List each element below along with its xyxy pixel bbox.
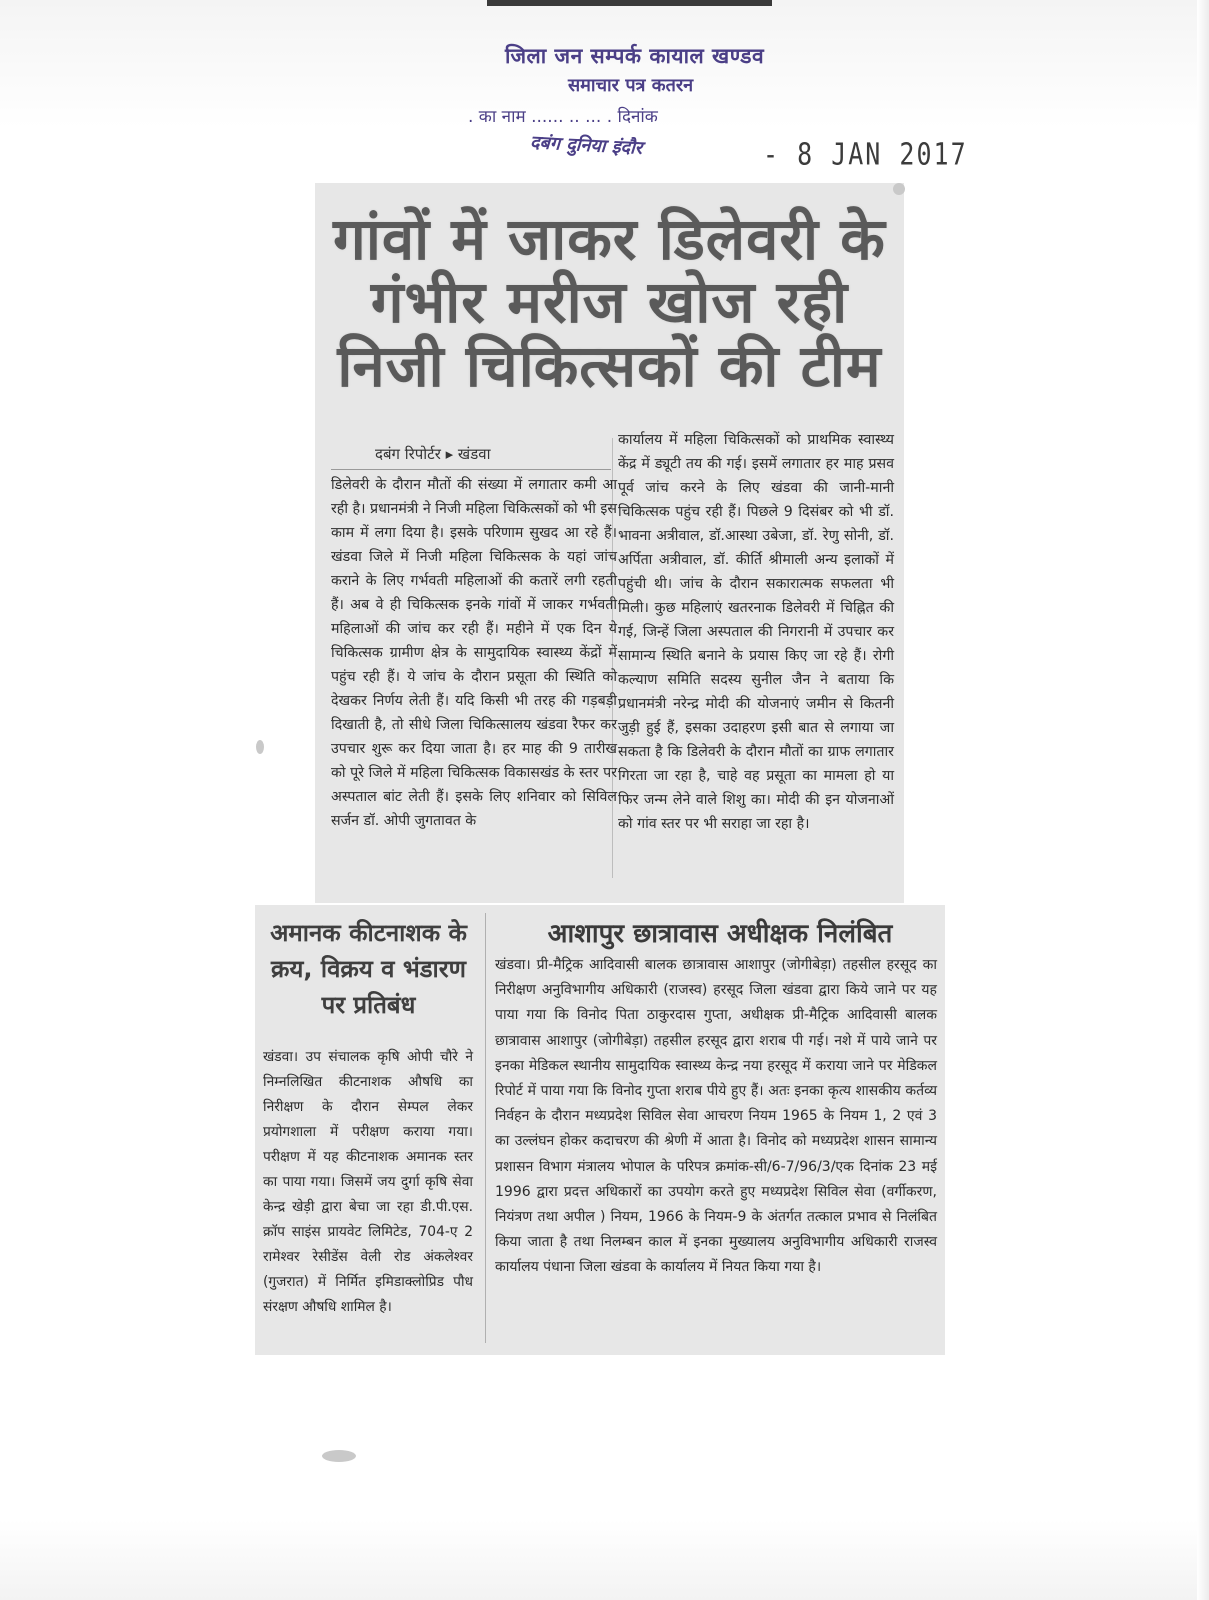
scan-edge-right — [1197, 0, 1209, 1600]
stamp-name-date-field: . का नाम ...... .. ... . दिनांक — [468, 107, 658, 127]
article-column-1: डिलेवरी के दौरान मौतों की संख्या में लगातार कमी आ रही है। प्रधानमंत्री ने निजी महिला चिकित्सकों को भी इस काम में लगा दिया है। इसके परिणाम सुखद आ रहे हैं। खंडवा जिले में निजी महिला चिकित्सक के यहां जांच कराने के लिए गर्भवती महिलाओं की कतारें लगी रहती हैं। अब वे ही चिकित्सक इनके गांवों में जाकर गर्भवती महिलाओं की जांच कर रही हैं। महीने में एक दिन ये चिकित्सक ग्रामीण क्षेत्र के सामुदायिक स्वास्थ्य केंद्रों में पहुंच रही हैं। ये जांच के दौरान प्रसूता की स्थिति को देखकर निर्णय लेती हैं। यदि किसी भी तरह की गड़बड़ी दिखाती है, तो सीधे जिला चिकित्सालय खंडवा रैफर कर उपचार शुरू कर दिया जाता है। हर माह की 9 तारीख को पूरे जिले में महिला चिकित्सक विकासखंड के स्तर पर अस्पताल बांट लेती हैं। इसके लिए शनिवार को सिविल सर्जन डॉ. ओपी जुगतावत के — [331, 477, 617, 829]
headline-line-1: गांवों में जाकर डिलेवरी के — [333, 205, 886, 273]
date-stamp: - 8 JAN 2017 — [763, 137, 968, 172]
article-hostel-body: खंडवा। प्री-मैट्रिक आदिवासी बालक छात्रावास आशापुर (जोगीबेड़ा) तहसील हरसूद का निरीक्षण अनुविभागीय अधिकारी (राजस्व) हरसूद जिला खंडवा द्वारा किये जाने पर यह पाया गया कि विनोद पिता ठाकुरदास गुप्ता, अधीक्षक प्री-मैट्रिक आदिवासी बालक छात्रावास आशापुर (जोगीबेड़ा) तहसील हरसूद द्वारा शराब पी गई। नशे में पाये जाने पर इनका मेडिकल स्थानीय सामुदायिक स्वास्थ्य केन्द्र नया हरसूद में कराया जाने पर मेडिकल रिपोर्ट में पाया गया कि विनोद गुप्ता शराब पीये हुए हैं। अतः इनका कृत्य शासकीय कर्तव्य निर्वहन के दौरान मध्यप्रदेश सिविल सेवा आचरण नियम 1965 के नियम 1, 2 एवं 3 का उल्लंघन होकर कदाचरण की श्रेणी में आता है। विनोद को मध्यप्रदेश शासन सामान्य प्रशासन विभाग मंत्रालय भोपाल के परिपत्र क्रमांक-सी/6-7/96/3/एक दिनांक 23 मई 1996 द्वारा प्रदत्त अधिकारों का उपयोग करते हुए मध्यप्रदेश सिविल सेवा (वर्गीकरण, नियंत्रण तथा अपील ) नियम, 1966 के नियम-9 के अंतर्गत तत्काल प्रभाव से निलंबित किया जाता है तथा निलम्बन काल में इनका मुख्यालय अनुविभागीय अधिकारी राजस्व कार्यालय पंधाना जिला खंडवा के कार्यालय में नियत किया गया है। — [495, 957, 937, 1276]
stamp-clipping-label: समाचार पत्र कतरन — [568, 75, 694, 96]
article-pesticide-body: खंडवा। उप संचालक कृषि ओपी चौरे ने निम्नलिखित कीटनाशक औषधि का निरीक्षण के दौरान सेम्पल लेकर प्रयोगशाला में परीक्षण कराया गया। परीक्षण में यह कीटनाशक अमानक स्तर का पाया गया। जिसमें जय दुर्गा कृषि सेवा केन्द्र खेड़ी द्वारा बेचा जा रहा डी.पी.एस. क्रॉप साइंस प्रायवेट लिमिटेड, 704-ए 2 रामेश्वर रेसीडेंस वेली रोड अंकलेश्वर (गुजरात) में निर्मित इमिडाक्लोप्रिड पौध संरक्षण औषधि शामिल है। — [263, 1049, 473, 1315]
scan-edge — [487, 0, 772, 6]
scan-speck — [893, 183, 905, 195]
byline: दबंग रिपोर्टर ▸ खंडवा — [375, 445, 491, 463]
news-clipping-main — [315, 183, 904, 903]
divider — [331, 469, 611, 470]
news-clipping-secondary — [255, 905, 945, 1355]
article-column-2: कार्यालय में महिला चिकित्सकों को प्राथमिक स्वास्थ्य केंद्र में ड्यूटी तय की गई। इसमें लगातार हर माह प्रसव पूर्व जांच करने के लिए खंडवा की जानी-मानी चिकित्सक पहुंच रही हैं। पिछले 9 दिसंबर को भी डॉ. भावना अत्रीवाल, डॉ.आस्था उबेजा, डॉ. रेणु सोनी, डॉ. अर्पिता अत्रीवाल, डॉ. कीर्ति श्रीमाली अन्य इलाकों में पहुंची थी। जांच के दौरान सकारात्मक सफलता भी मिली। कुछ महिलाएं खतरनाक डिलेवरी में चिह्नित की गई, जिन्हें जिला अस्पताल की निगरानी में उपचार कर सामान्य स्थिति बनाने के प्रयास किए जा रहे हैं। रोगी कल्याण समिति सदस्य सुनील जैन ने बताया कि प्रधानमंत्री नरेन्द्र मोदी की योजनाएं जमीन से कितनी जुड़ी हुई हैं, इसका उदाहरण इसी बात से लगाया जा सकता है कि डिलेवरी के दौरान मौतों का ग्राफ लगातार गिरता जा रहा है, चाहे वह प्रसूता का मामला हो या फिर जन्म लेने वाले शिशु का। मोदी की इन योजनाओं को गांव स्तर पर भी सराहा जा रहा है। — [618, 432, 894, 832]
headline-line-3: निजी चिकित्सकों की टीम — [337, 332, 882, 400]
scan-speck — [256, 740, 264, 754]
headline-line-2: गंभीर मरीज खोज रही — [370, 268, 849, 336]
scan-speck — [322, 1450, 356, 1462]
headline-hostel-suspension: आशापुर छात्रावास अधीक्षक निलंबित — [547, 919, 893, 949]
column-divider — [485, 913, 486, 1343]
stamp-newspaper-name: दबंग दुनिया इंदौर — [529, 132, 643, 159]
headline-pesticide-ban: अमानक कीटनाशक के क्रय, विक्रय व भंडारण पर प्रतिबंध — [270, 919, 467, 1019]
stamp-office-title: जिला जन सम्पर्क कायाल खण्डव — [505, 44, 765, 68]
